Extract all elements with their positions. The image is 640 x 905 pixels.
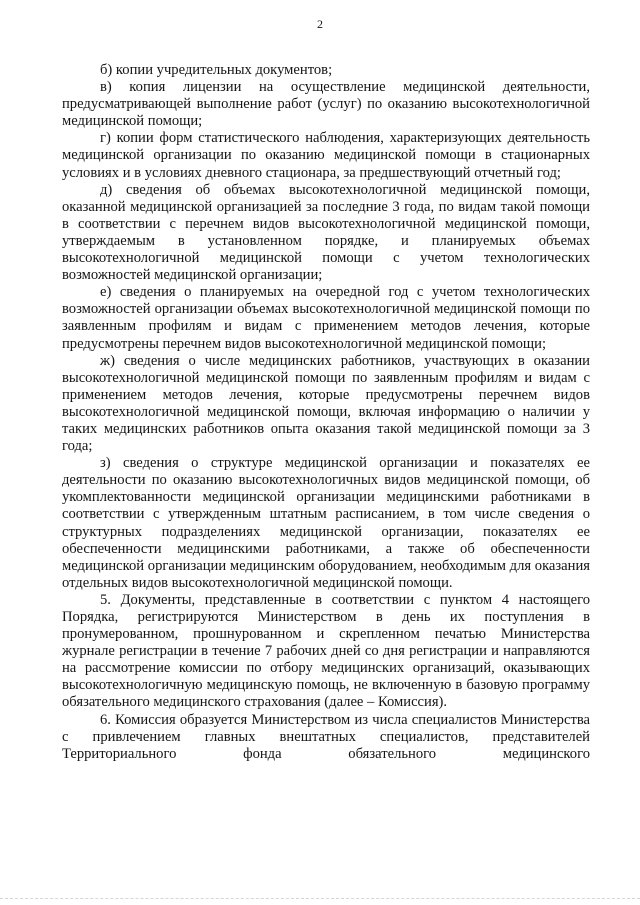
paragraph-d: д) сведения об объемах высокотехнологичной медицинской помощи, оказанной медицинской организацией за последние 3 года, по видам такой помощи в соответствии с перечнем видов высокотехнологичной медицинской помощи, утверждаемым в установленном порядке, и планируемых объемах высокотехнологичной медицинской помощи с учетом технологических возможностей медицинской организации; xyxy=(62,181,590,284)
paragraph-zh: ж) сведения о числе медицинских работников, участвующих в оказании высокотехнологичной медицинской помощи по заявленным профилям и видам с применением методов лечения, которые предусмотрены перечнем видов высокотехнологичной медицинской помощи, включая информацию о наличии у таких медицинских работников опыта оказания такой медицинской помощи за 3 года; xyxy=(62,352,590,455)
document-body xyxy=(62,62,590,763)
paragraph-e: е) сведения о планируемых на очередной год с учетом технологических возможностей организации объемах высокотехнологичной медицинской помощи по заявленным профилям и видам с применением методов лечения, которые предусмотрены перечнем видов высокотехнологичной медицинской помощи; xyxy=(62,284,590,352)
paragraph-g: г) копии форм статистического наблюдения, характеризующих деятельность медицинской организации по оказанию медицинской помощи в стационарных условиях и в условиях дневного стационара, за предшествующий отчетный год; xyxy=(62,130,590,181)
paragraph-b: б) копии учредительных документов; xyxy=(100,62,333,78)
paragraph-5: 5. Документы, представленные в соответствии с пунктом 4 настоящего Порядка, регистрируются Министерством в день их поступления в пронумерованном, прошнурованном и скрепленном печатью Министерства журнале регистрации в течение 7 рабочих дней со дня регистрации и направляются на рассмотрение комиссии по отбору медицинских организаций, оказывающих высокотехнологичную медицинскую помощь, не включенную в базовую программу обязательного медицинского страхования (далее – Комиссия). xyxy=(62,591,590,711)
scan-edge-line xyxy=(0,898,640,899)
paragraph-6: 6. Комиссия образуется Министерством из числа специалистов Министерства с привлечением главных внештатных специалистов, представителей Территориального фонда обязательного медицинского xyxy=(62,711,590,762)
page-number: 2 xyxy=(317,17,323,31)
paragraph-v: в) копия лицензии на осуществление медицинской деятельности, предусматривающей выполнение работ (услуг) по оказанию высокотехнологичной медицинской помощи; xyxy=(62,79,590,130)
paragraph-z: з) сведения о структуре медицинской организации и показателях ее деятельности по оказанию высокотехнологичных видов медицинской помощи, об укомплектованности медицинской организации медицинскими работниками в соответствии с утвержденным штатным расписанием, в том числе сведения о структурных подразделениях медицинской организации, показателях ее обеспеченности медицинскими работниками, а также об обеспеченности медицинской организации медицинским оборудованием, необходимым для оказания отдельных видов высокотехнологичной медицинской помощи. xyxy=(62,455,590,591)
